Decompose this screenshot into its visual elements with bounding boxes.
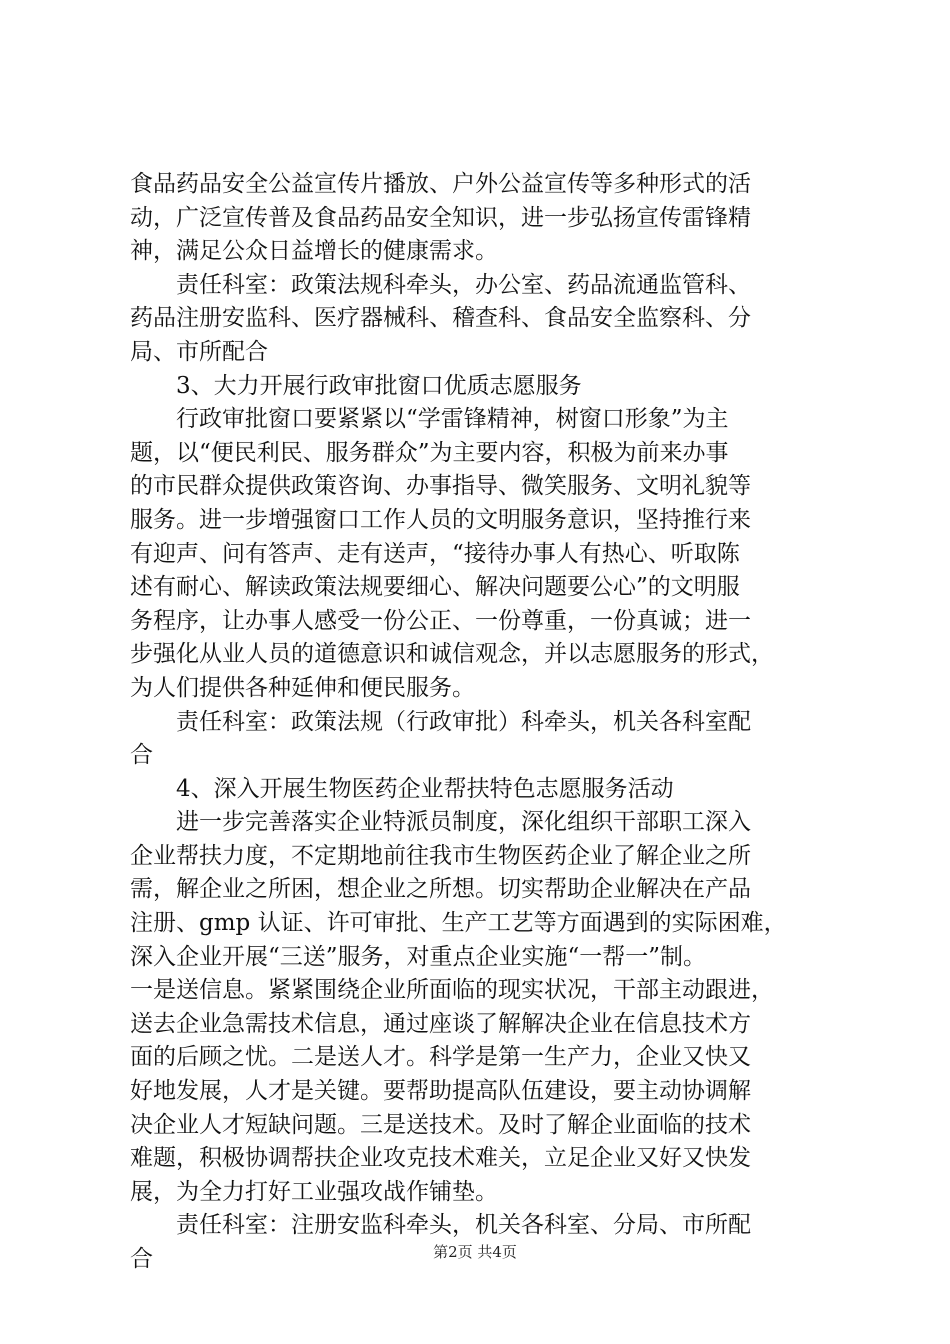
text-line: 责任科室：注册安监科牵头，机关各科室、分局、市所配 (176, 1212, 751, 1239)
text-line: 行政审批窗口要紧紧以“学雷锋精神，树窗口形象”为主 (176, 406, 729, 433)
text-line: 合 (130, 1246, 153, 1272)
text-line: 一是送信息。紧紧围绕企业所面临的现实状况，干部主动跟进， (130, 977, 774, 1004)
text-line: 4、深入开展生物医药企业帮扶特色志愿服务活动 (176, 775, 674, 802)
text-line: 合 (130, 742, 153, 769)
text-line: 责任科室：政策法规（行政审批）科牵头，机关各科室配 (176, 708, 751, 735)
text-line: 神，满足公众日益增长的健康需求。 (130, 238, 498, 265)
text-line: 需，解企业之所困，想企业之所想。切实帮助企业解决在产品 (130, 876, 751, 903)
text-line: 步强化从业人员的道德意识和诚信观念，并以志愿服务的形式， (130, 641, 774, 668)
text-line: 题，以“便民利民、服务群众”为主要内容，积极为前来办事 (130, 439, 729, 466)
text-line: 责任科室：政策法规科牵头，办公室、药品流通监管科、 (176, 271, 751, 298)
text-line: 局、市所配合 (130, 338, 268, 365)
text-line: 有迎声、问有答声、走有送声，“接待办事人有热心、听取陈 (130, 540, 740, 567)
text-line: 服务。进一步增强窗口工作人员的文明服务意识，坚持推行来 (130, 506, 751, 533)
text-line: 食品药品安全公益宣传片播放、户外公益宣传等多种形式的活 (130, 171, 751, 197)
text-line: 决企业人才短缺问题。三是送技术。及时了解企业面临的技术 (130, 1111, 751, 1138)
text-line: 面的后顾之忧。二是送人才。科学是第一生产力，企业又快又 (130, 1044, 751, 1071)
text-line: 动，广泛宣传普及食品药品安全知识，进一步弘扬宣传雷锋精 (130, 204, 751, 231)
text-line: 的市民群众提供政策咨询、办事指导、微笑服务、文明礼貌等 (130, 473, 751, 500)
text-line: 深入企业开展“三送”服务，对重点企业实施“一帮一”制。 (130, 943, 707, 970)
text-line: 为人们提供各种延伸和便民服务。 (130, 674, 475, 701)
text-line: 企业帮扶力度，不定期地前往我市生物医药企业了解企业之所 (130, 842, 751, 869)
text-line: 进一步完善落实企业特派员制度，深化组织干部职工深入 (176, 809, 751, 836)
text-line: 务程序，让办事人感受一份公正、一份尊重，一份真诚；进一 (130, 607, 751, 634)
page-footer: 第2页 共4页 (433, 1243, 517, 1261)
text-line: 好地发展，人才是关键。要帮助提高队伍建设，要主动协调解 (130, 1078, 751, 1105)
text-line: 难题，积极协调帮扶企业攻克技术难关，立足企业又好又快发 (130, 1145, 751, 1172)
text-line: 3、大力开展行政审批窗口优质志愿服务 (176, 372, 582, 399)
text-line: 展，为全力打好工业强攻战作铺垫。 (130, 1178, 498, 1205)
document-body (130, 168, 826, 1277)
text-line: 药品注册安监科、医疗器械科、稽查科、食品安全监察科、分 (130, 305, 751, 332)
text-line: 注册、gmp 认证、许可审批、生产工艺等方面遇到的实际困难， (130, 910, 787, 937)
text-line: 送去企业急需技术信息，通过座谈了解解决企业在信息技术方 (130, 1010, 751, 1037)
text-line: 述有耐心、解读政策法规要细心、解决问题要公心”的文明服 (130, 574, 740, 601)
